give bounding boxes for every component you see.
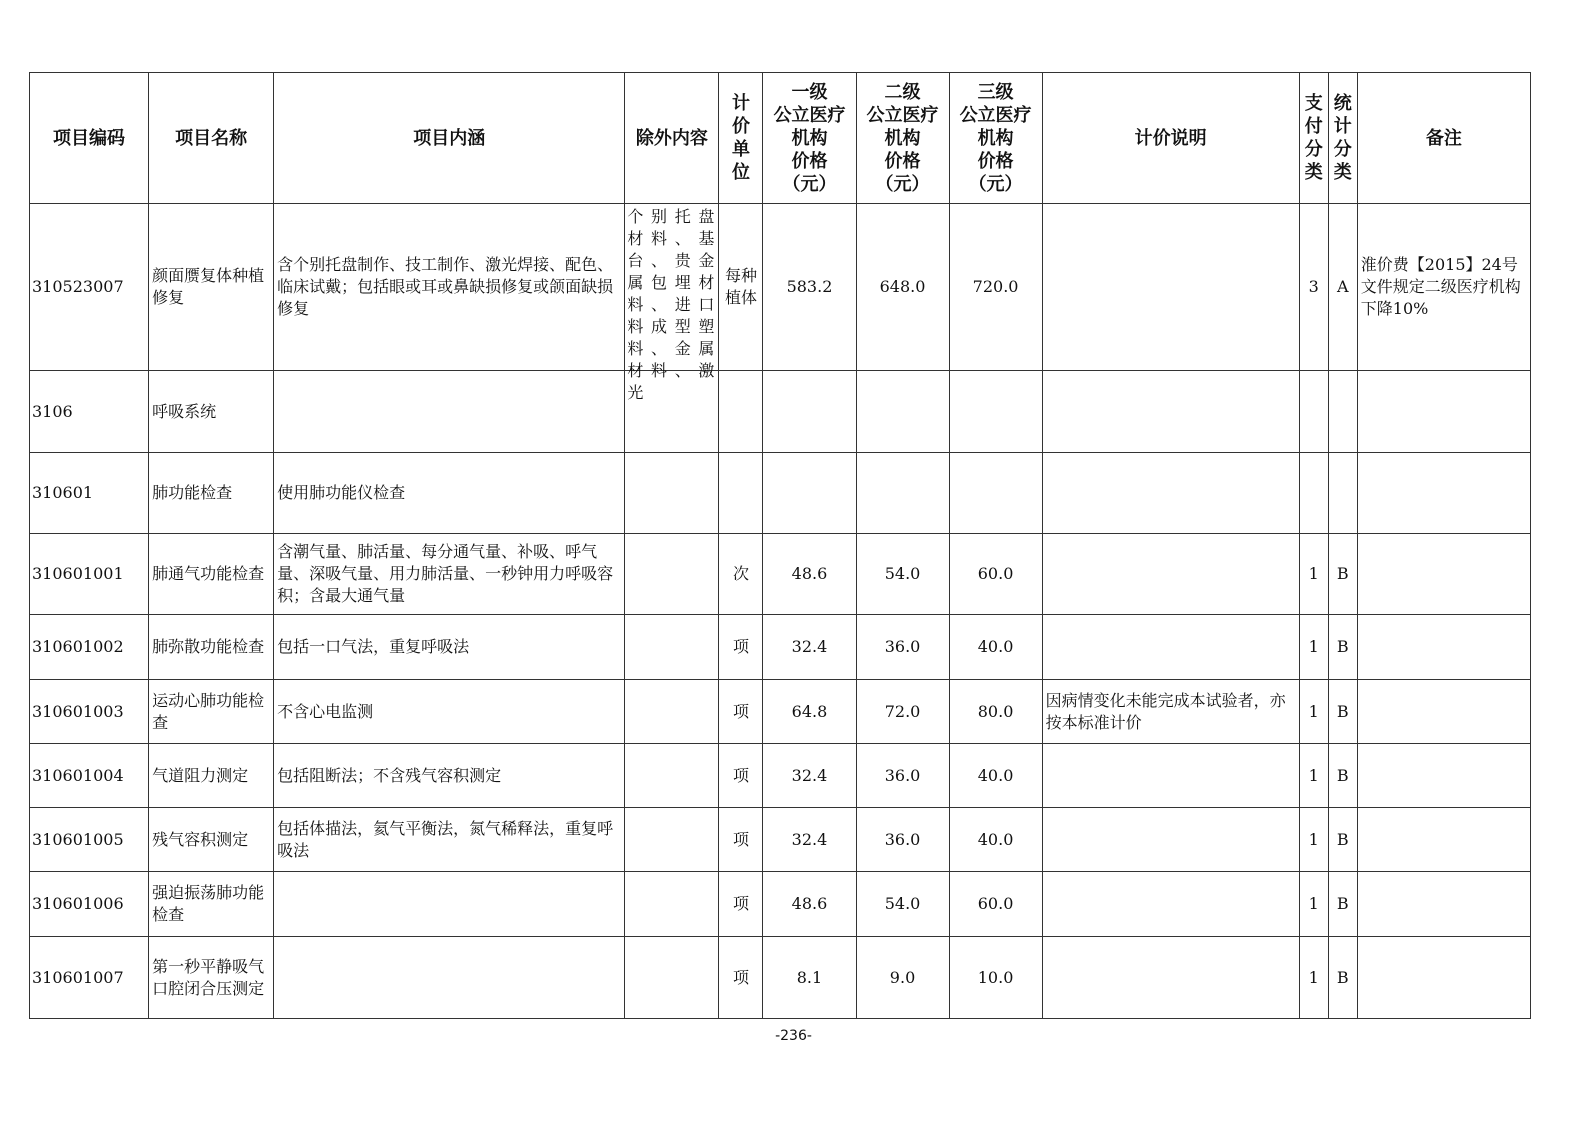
table-row bbox=[30, 680, 1531, 744]
cell-pricing-note: 因病情变化未能完成本试验者，亦按本标准计价 bbox=[1042, 680, 1299, 744]
cell-remark bbox=[1357, 680, 1530, 744]
header-code: 项目编码 bbox=[30, 73, 149, 204]
cell-code: 310601005 bbox=[30, 808, 149, 872]
cell-content: 含个别托盘制作、技工制作、激光焊接、配色、临床试戴；包括眼或耳或鼻缺损修复或颌面缺损修复 bbox=[274, 204, 625, 371]
cell-payment-class: 1 bbox=[1299, 744, 1328, 808]
header-content: 项目内涵 bbox=[274, 73, 625, 204]
cell-remark bbox=[1357, 534, 1530, 615]
cell-exclusions: 个别托盘材料、基台、贵金属包埋材料、进口料成型塑料、金属材料、激光 bbox=[625, 204, 719, 371]
table-row bbox=[30, 808, 1531, 872]
table-row bbox=[30, 453, 1531, 534]
cell-name: 残气容积测定 bbox=[149, 808, 274, 872]
cell-exclusions bbox=[625, 937, 719, 1019]
cell-remark bbox=[1357, 453, 1530, 534]
cell-exclusions bbox=[625, 615, 719, 680]
cell-payment-class bbox=[1299, 371, 1328, 453]
cell-payment-class: 1 bbox=[1299, 808, 1328, 872]
cell-price-level1: 8.1 bbox=[763, 937, 856, 1019]
cell-unit bbox=[719, 453, 763, 534]
header-price-level3: 三级 公立医疗 机构 价格 （元） bbox=[949, 73, 1042, 204]
cell-unit: 项 bbox=[719, 680, 763, 744]
cell-name: 强迫振荡肺功能检查 bbox=[149, 872, 274, 937]
cell-content: 含潮气量、肺活量、每分通气量、补吸、呼气量、深吸气量、用力肺活量、一秒钟用力呼吸容积；含最大通气量 bbox=[274, 534, 625, 615]
cell-unit: 项 bbox=[719, 615, 763, 680]
header-remark: 备注 bbox=[1357, 73, 1530, 204]
cell-code: 310601006 bbox=[30, 872, 149, 937]
cell-remark bbox=[1357, 744, 1530, 808]
cell-unit: 每种植体 bbox=[719, 204, 763, 371]
table-row bbox=[30, 371, 1531, 453]
header-row bbox=[30, 73, 1531, 204]
cell-price-level3: 40.0 bbox=[949, 744, 1042, 808]
cell-code: 310523007 bbox=[30, 204, 149, 371]
cell-content: 不含心电监测 bbox=[274, 680, 625, 744]
header-price-level2: 二级 公立医疗 机构 价格 （元） bbox=[856, 73, 949, 204]
cell-content: 包括阻断法；不含残气容积测定 bbox=[274, 744, 625, 808]
header-price-level1: 一级 公立医疗 机构 价格 （元） bbox=[763, 73, 856, 204]
cell-stat-class: B bbox=[1328, 534, 1357, 615]
cell-pricing-note bbox=[1042, 204, 1299, 371]
cell-unit: 项 bbox=[719, 937, 763, 1019]
header-unit: 计价单位 bbox=[719, 73, 763, 204]
cell-payment-class: 1 bbox=[1299, 937, 1328, 1019]
cell-stat-class: B bbox=[1328, 615, 1357, 680]
cell-price-level3 bbox=[949, 453, 1042, 534]
page-number: -236- bbox=[775, 1028, 812, 1044]
cell-exclusions bbox=[625, 744, 719, 808]
cell-exclusions bbox=[625, 534, 719, 615]
table-row bbox=[30, 204, 1531, 371]
header-payment-class: 支付分类 bbox=[1299, 73, 1328, 204]
cell-content: 包括体描法，氦气平衡法，氮气稀释法，重复呼吸法 bbox=[274, 808, 625, 872]
cell-exclusions bbox=[625, 872, 719, 937]
cell-price-level1: 64.8 bbox=[763, 680, 856, 744]
cell-price-level1 bbox=[763, 453, 856, 534]
cell-name: 肺弥散功能检查 bbox=[149, 615, 274, 680]
cell-price-level1: 32.4 bbox=[763, 808, 856, 872]
table-row bbox=[30, 937, 1531, 1019]
cell-price-level3: 40.0 bbox=[949, 808, 1042, 872]
cell-stat-class: B bbox=[1328, 937, 1357, 1019]
header-pricing-note: 计价说明 bbox=[1042, 73, 1299, 204]
header-stat-class: 统计分类 bbox=[1328, 73, 1357, 204]
cell-price-level3: 40.0 bbox=[949, 615, 1042, 680]
cell-remark: 淮价费【2015】24号文件规定二级医疗机构下降10% bbox=[1357, 204, 1530, 371]
cell-price-level1: 583.2 bbox=[763, 204, 856, 371]
cell-price-level2 bbox=[856, 371, 949, 453]
cell-exclusions bbox=[625, 680, 719, 744]
cell-pricing-note bbox=[1042, 744, 1299, 808]
cell-price-level3: 720.0 bbox=[949, 204, 1042, 371]
cell-pricing-note bbox=[1042, 615, 1299, 680]
cell-name: 肺通气功能检查 bbox=[149, 534, 274, 615]
cell-unit: 项 bbox=[719, 808, 763, 872]
cell-price-level3: 80.0 bbox=[949, 680, 1042, 744]
cell-payment-class: 3 bbox=[1299, 204, 1328, 371]
cell-price-level3 bbox=[949, 371, 1042, 453]
cell-content: 包括一口气法，重复呼吸法 bbox=[274, 615, 625, 680]
header-exclusions: 除外内容 bbox=[625, 73, 719, 204]
cell-name: 运动心肺功能检查 bbox=[149, 680, 274, 744]
cell-price-level1: 48.6 bbox=[763, 534, 856, 615]
cell-stat-class: B bbox=[1328, 744, 1357, 808]
cell-payment-class: 1 bbox=[1299, 615, 1328, 680]
cell-price-level3: 10.0 bbox=[949, 937, 1042, 1019]
cell-payment-class bbox=[1299, 453, 1328, 534]
cell-name: 肺功能检查 bbox=[149, 453, 274, 534]
cell-stat-class bbox=[1328, 371, 1357, 453]
cell-payment-class: 1 bbox=[1299, 534, 1328, 615]
cell-price-level2: 54.0 bbox=[856, 872, 949, 937]
cell-pricing-note bbox=[1042, 534, 1299, 615]
table-row bbox=[30, 615, 1531, 680]
cell-code: 310601004 bbox=[30, 744, 149, 808]
cell-remark bbox=[1357, 371, 1530, 453]
cell-price-level3: 60.0 bbox=[949, 872, 1042, 937]
cell-unit bbox=[719, 371, 763, 453]
table-row bbox=[30, 534, 1531, 615]
cell-remark bbox=[1357, 937, 1530, 1019]
cell-price-level2: 36.0 bbox=[856, 615, 949, 680]
cell-price-level2: 36.0 bbox=[856, 744, 949, 808]
cell-pricing-note bbox=[1042, 872, 1299, 937]
cell-stat-class: B bbox=[1328, 680, 1357, 744]
cell-price-level1: 32.4 bbox=[763, 744, 856, 808]
cell-remark bbox=[1357, 808, 1530, 872]
cell-name: 第一秒平静吸气口腔闭合压测定 bbox=[149, 937, 274, 1019]
table-row bbox=[30, 744, 1531, 808]
cell-payment-class: 1 bbox=[1299, 680, 1328, 744]
cell-price-level2: 72.0 bbox=[856, 680, 949, 744]
cell-price-level2: 36.0 bbox=[856, 808, 949, 872]
cell-unit: 项 bbox=[719, 872, 763, 937]
header-name: 项目名称 bbox=[149, 73, 274, 204]
table-row bbox=[30, 872, 1531, 937]
cell-code: 310601003 bbox=[30, 680, 149, 744]
cell-unit: 次 bbox=[719, 534, 763, 615]
cell-stat-class bbox=[1328, 453, 1357, 534]
cell-price-level1: 32.4 bbox=[763, 615, 856, 680]
cell-remark bbox=[1357, 872, 1530, 937]
cell-content: 使用肺功能仪检查 bbox=[274, 453, 625, 534]
cell-name: 呼吸系统 bbox=[149, 371, 274, 453]
cell-exclusions bbox=[625, 808, 719, 872]
cell-unit: 项 bbox=[719, 744, 763, 808]
cell-code: 310601001 bbox=[30, 534, 149, 615]
cell-price-level2 bbox=[856, 453, 949, 534]
cell-content bbox=[274, 872, 625, 937]
cell-price-level1 bbox=[763, 371, 856, 453]
cell-exclusions bbox=[625, 453, 719, 534]
cell-code: 310601007 bbox=[30, 937, 149, 1019]
cell-pricing-note bbox=[1042, 808, 1299, 872]
cell-payment-class: 1 bbox=[1299, 872, 1328, 937]
cell-pricing-note bbox=[1042, 371, 1299, 453]
cell-name: 气道阻力测定 bbox=[149, 744, 274, 808]
cell-code: 310601 bbox=[30, 453, 149, 534]
cell-price-level1: 48.6 bbox=[763, 872, 856, 937]
price-table bbox=[29, 72, 1531, 1019]
cell-price-level3: 60.0 bbox=[949, 534, 1042, 615]
cell-content bbox=[274, 937, 625, 1019]
cell-pricing-note bbox=[1042, 937, 1299, 1019]
cell-pricing-note bbox=[1042, 453, 1299, 534]
cell-name: 颜面赝复体种植修复 bbox=[149, 204, 274, 371]
cell-stat-class: B bbox=[1328, 872, 1357, 937]
cell-content bbox=[274, 371, 625, 453]
cell-price-level2: 54.0 bbox=[856, 534, 949, 615]
cell-stat-class: B bbox=[1328, 808, 1357, 872]
cell-price-level2: 648.0 bbox=[856, 204, 949, 371]
cell-remark bbox=[1357, 615, 1530, 680]
cell-code: 310601002 bbox=[30, 615, 149, 680]
cell-stat-class: A bbox=[1328, 204, 1357, 371]
cell-price-level2: 9.0 bbox=[856, 937, 949, 1019]
cell-code: 3106 bbox=[30, 371, 149, 453]
